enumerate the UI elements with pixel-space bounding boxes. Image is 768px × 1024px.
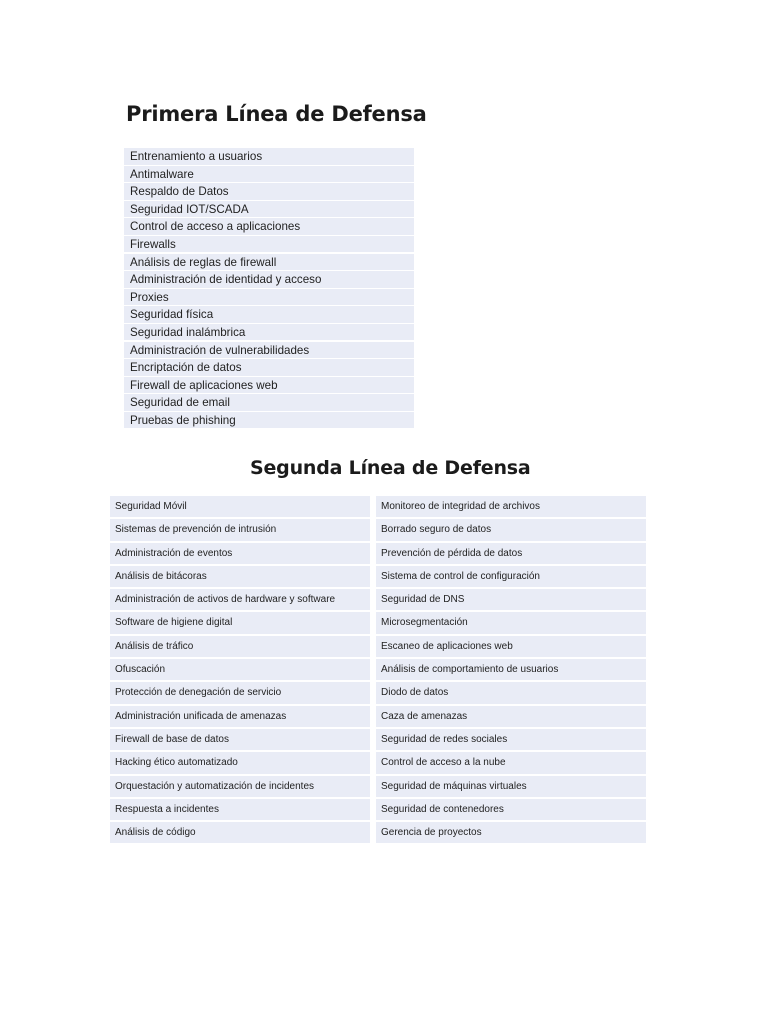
list-item: Caza de amenazas	[376, 706, 646, 727]
list-item: Administración de vulnerabilidades	[124, 342, 414, 359]
list-item: Orquestación y automatización de incidentes	[110, 776, 370, 797]
list-item: Diodo de datos	[376, 682, 646, 703]
list-item: Análisis de bitácoras	[110, 566, 370, 587]
list-item: Monitoreo de integridad de archivos	[376, 496, 646, 517]
list-item: Software de higiene digital	[110, 612, 370, 633]
list-item: Gerencia de proyectos	[376, 822, 646, 843]
list-item: Administración de activos de hardware y software	[110, 589, 370, 610]
list-item: Respuesta a incidentes	[110, 799, 370, 820]
list-item: Análisis de comportamiento de usuarios	[376, 659, 646, 680]
list-item: Análisis de código	[110, 822, 370, 843]
list-item: Seguridad de DNS	[376, 589, 646, 610]
list-item: Control de acceso a aplicaciones	[124, 218, 414, 235]
list-item: Firewall de aplicaciones web	[124, 377, 414, 394]
list-item: Seguridad IOT/SCADA	[124, 201, 414, 218]
list-item: Firewalls	[124, 236, 414, 253]
list-item: Análisis de reglas de firewall	[124, 254, 414, 271]
list-item: Administración de eventos	[110, 543, 370, 564]
list-item: Seguridad física	[124, 306, 414, 323]
list-item: Sistemas de prevención de intrusión	[110, 519, 370, 540]
list-item: Respaldo de Datos	[124, 183, 414, 200]
list-item: Administración unificada de amenazas	[110, 706, 370, 727]
list-item: Entrenamiento a usuarios	[124, 148, 414, 165]
list-item: Protección de denegación de servicio	[110, 682, 370, 703]
list-item: Pruebas de phishing	[124, 412, 414, 429]
list-item: Seguridad de email	[124, 394, 414, 411]
section-title-segunda: Segunda Línea de Defensa	[250, 457, 531, 479]
list-item: Administración de identidad y acceso	[124, 271, 414, 288]
list-item: Antimalware	[124, 166, 414, 183]
list-item: Escaneo de aplicaciones web	[376, 636, 646, 657]
list-item: Seguridad de máquinas virtuales	[376, 776, 646, 797]
list-item: Encriptación de datos	[124, 359, 414, 376]
list-item: Seguridad Móvil	[110, 496, 370, 517]
list-item: Prevención de pérdida de datos	[376, 543, 646, 564]
list-item: Firewall de base de datos	[110, 729, 370, 750]
list-item: Microsegmentación	[376, 612, 646, 633]
section-title-primera: Primera Línea de Defensa	[126, 102, 427, 126]
list-item: Seguridad de redes sociales	[376, 729, 646, 750]
list-item: Ofuscación	[110, 659, 370, 680]
list-item: Proxies	[124, 289, 414, 306]
list-item: Análisis de tráfico	[110, 636, 370, 657]
list-item: Borrado seguro de datos	[376, 519, 646, 540]
segunda-defense-list-left	[110, 496, 370, 845]
list-item: Seguridad inalámbrica	[124, 324, 414, 341]
list-item: Hacking ético automatizado	[110, 752, 370, 773]
segunda-defense-list-right	[376, 496, 646, 845]
list-item: Sistema de control de configuración	[376, 566, 646, 587]
primera-defense-list	[124, 148, 414, 430]
list-item: Control de acceso a la nube	[376, 752, 646, 773]
list-item: Seguridad de contenedores	[376, 799, 646, 820]
